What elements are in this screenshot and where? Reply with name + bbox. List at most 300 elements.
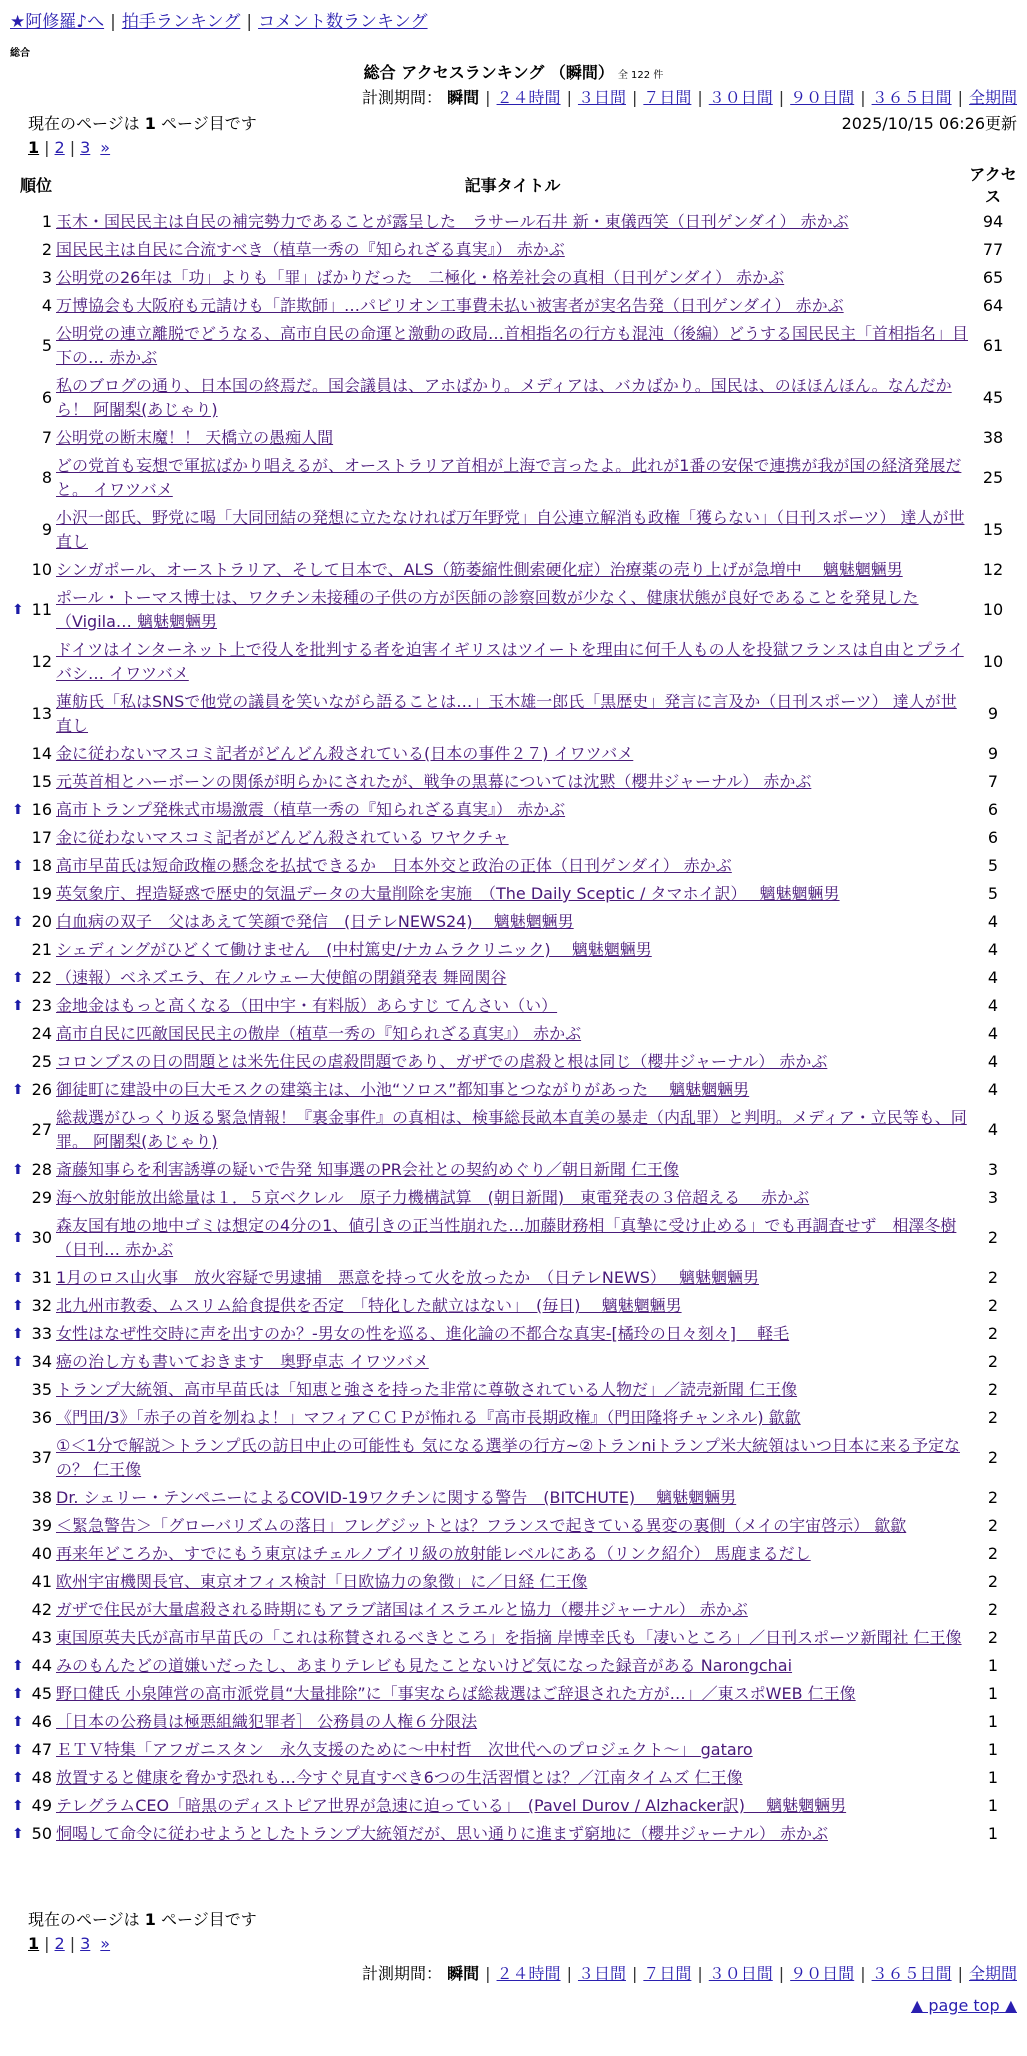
table-row xyxy=(16,236,1017,264)
table-row xyxy=(16,1820,1017,1848)
article-title-link[interactable]: シンガポール、オーストラリア、そして日本で、ALS（筋萎縮性側索硬化症）治療薬の売り上げが急増中 魑魅魍魎男 xyxy=(56,560,903,579)
rank-number: 8 xyxy=(41,468,52,487)
access-count: 3 xyxy=(987,1160,999,1179)
access-count: 38 xyxy=(982,428,1004,447)
rank-number: 32 xyxy=(31,1296,52,1315)
pager-link-3[interactable]: 3 xyxy=(80,1934,91,1953)
page-info-number: 1 xyxy=(144,1910,156,1929)
article-title-link[interactable]: トランプ大統領、高市早苗氏は「知恵と強さを持った非常に尊敬されている人物だ」／読売新聞 仁王像 xyxy=(56,1380,798,1399)
access-count: 4 xyxy=(987,1080,999,1099)
rank-number: 13 xyxy=(31,704,52,723)
rank-cell xyxy=(16,452,56,504)
pager-current: 1 xyxy=(28,1934,40,1953)
access-count: 2 xyxy=(987,1408,999,1427)
table-row xyxy=(16,1184,1017,1212)
access-count: 4 xyxy=(987,1052,999,1071)
title-cell xyxy=(56,1184,969,1212)
page-info-number: 1 xyxy=(144,114,156,133)
article-title-link[interactable]: 《門田/3》「赤子の首を刎ねよ！」マフィアＣＣＰが怖れる『高市長期政権』（門田隆将チャンネル) 歙歙 xyxy=(56,1408,801,1427)
rank-cell xyxy=(12,1264,56,1292)
rank-cell xyxy=(12,908,56,936)
rank-number: 23 xyxy=(31,996,52,1015)
page-info-bottom xyxy=(28,1908,257,1932)
rank-number: 9 xyxy=(41,520,52,539)
rank-cell xyxy=(12,1076,56,1104)
table-row xyxy=(16,556,1017,584)
title-cell xyxy=(56,740,969,768)
title-cell xyxy=(56,1736,969,1764)
period-link-7d[interactable]: ７日間 xyxy=(643,88,692,107)
access-count: 5 xyxy=(987,884,999,903)
table-row xyxy=(16,852,1017,880)
up-arrow-icon: ⬆ xyxy=(12,1742,24,1758)
title-cell xyxy=(56,584,969,636)
up-arrow-icon: ⬆ xyxy=(12,1082,24,1098)
up-arrow-icon: ⬆ xyxy=(12,914,24,930)
rank-cell xyxy=(12,1348,56,1376)
article-title-link[interactable]: （速報）ベネズエラ、在ノルウェー大使館の閉鎖発表 舞岡関谷 xyxy=(56,968,507,987)
period-link-all[interactable]: 全期間 xyxy=(968,1964,1017,1983)
article-title-link[interactable]: 玉木・国民民主は自民の補完勢力であることが露呈した ラサール石井 新・東儀西笑（日刊ゲンダイ） 赤かぶ xyxy=(56,212,849,231)
rank-cell xyxy=(16,1596,56,1624)
title-cell xyxy=(56,424,969,452)
title-cell xyxy=(56,768,969,796)
rank-cell xyxy=(16,504,56,556)
rank-number: 42 xyxy=(31,1600,52,1619)
table-row xyxy=(16,1212,1017,1264)
table-row xyxy=(16,1792,1017,1820)
up-arrow-icon: ⬆ xyxy=(12,1270,24,1286)
period-label: 計測期間： xyxy=(362,1964,443,1983)
title-cell xyxy=(56,1624,969,1652)
article-title-link[interactable]: 森友国有地の地中ゴミは想定の4分の1、値引きの正当性崩れた…加藤財務相「真摯に受け止める」でも再調査せず 相澤冬樹（日刊… 赤かぶ xyxy=(56,1216,957,1259)
table-row xyxy=(16,1432,1017,1484)
period-current: 瞬間 xyxy=(447,88,480,107)
pager-next[interactable]: » xyxy=(100,1934,111,1953)
table-row xyxy=(16,1156,1017,1184)
rank-cell xyxy=(16,1540,56,1568)
title-cell xyxy=(56,208,969,236)
title-cell xyxy=(56,1376,969,1404)
pager-bottom: 1 | 2 | 3 » xyxy=(28,1934,111,1953)
table-row xyxy=(16,452,1017,504)
article-title-link[interactable]: ガザで住民が大量虐殺される時期にもアラブ諸国はイスラエルと協力（櫻井ジャーナル） 赤かぶ xyxy=(56,1600,748,1619)
title-cell xyxy=(56,1156,969,1184)
access-count: 61 xyxy=(982,336,1004,355)
access-count: 2 xyxy=(987,1628,999,1647)
table-row xyxy=(16,992,1017,1020)
rank-cell xyxy=(16,1568,56,1596)
rank-number: 40 xyxy=(31,1544,52,1563)
article-title-link[interactable]: 再来年どころか、すでにもう東京はチェルノブイリ級の放射能レベルにある（リンク紹介） 馬鹿まるだし xyxy=(56,1544,811,1563)
rank-number: 37 xyxy=(31,1448,52,1467)
table-header-row xyxy=(16,164,1017,208)
article-title-link[interactable]: 欧州宇宙機関長官、東京オフィス検討「日欧協力の象徴」に／日経 仁王像 xyxy=(56,1572,588,1591)
title-cell xyxy=(56,1792,969,1820)
period-link-90d[interactable]: ９０日間 xyxy=(790,88,855,107)
table-row xyxy=(16,1512,1017,1540)
rank-number: 39 xyxy=(31,1516,52,1535)
article-title-link[interactable]: 海へ放射能放出総量は１．５京ベクレル 原子力機構試算 (朝日新聞) 東電発表の３倍超える 赤かぶ xyxy=(56,1188,810,1207)
title-cell xyxy=(56,1212,969,1264)
article-title-link[interactable]: 金に従わないマスコミ記者がどんどん殺されている(日本の事件２７) イワツバメ xyxy=(56,744,634,763)
rank-cell xyxy=(16,320,56,372)
article-title-link[interactable]: 北九州市教委、ムスリム給食提供を否定 「特化した献立はない」 (毎日) 魑魅魍魎男 xyxy=(56,1296,682,1315)
access-count: 1 xyxy=(987,1740,999,1759)
page-top-link[interactable]: ▲ page top ▲ xyxy=(910,1996,1017,2015)
table-row xyxy=(16,796,1017,824)
access-count: 10 xyxy=(982,652,1004,671)
rank-cell xyxy=(12,1764,56,1792)
table-row xyxy=(16,1540,1017,1568)
access-count: 5 xyxy=(987,856,999,875)
up-arrow-icon: ⬆ xyxy=(12,1326,24,1342)
article-title-link[interactable]: 金地金はもっと高くなる（田中宇・有料版）あらすじ てんさい（い） xyxy=(56,996,558,1015)
access-count: 1 xyxy=(987,1824,999,1843)
table-row xyxy=(16,424,1017,452)
header-title: 記事タイトル xyxy=(464,176,561,195)
access-count: 2 xyxy=(987,1488,999,1507)
pager-link-2[interactable]: 2 xyxy=(54,138,65,157)
table-row xyxy=(16,768,1017,796)
access-count: 4 xyxy=(987,968,999,987)
access-count: 3 xyxy=(987,1188,999,1207)
title-cell xyxy=(56,1048,969,1076)
up-arrow-icon: ⬆ xyxy=(12,970,24,986)
up-arrow-icon: ⬆ xyxy=(12,1798,24,1814)
title-cell xyxy=(56,1680,969,1708)
rank-number: 44 xyxy=(31,1656,52,1675)
period-link-24h[interactable]: ２４時間 xyxy=(496,1964,561,1983)
table-row xyxy=(16,1264,1017,1292)
article-title-link[interactable]: どの党首も妄想で軍拡ばかり唱えるが、オーストラリア首相が上海で言ったよ。此れが1番の安保で連携が我が国の経済発展だと。 イワツバメ xyxy=(56,456,962,499)
up-arrow-icon: ⬆ xyxy=(12,858,24,874)
article-title-link[interactable]: 元英首相とハーボーンの関係が明らかにされたが、戦争の黒幕については沈黙（櫻井ジャーナル） 赤かぶ xyxy=(56,772,812,791)
table-row xyxy=(16,1652,1017,1680)
title-cell xyxy=(56,1820,969,1848)
period-link-3d[interactable]: ３日間 xyxy=(577,1964,626,1983)
title-cell xyxy=(56,636,969,688)
rank-cell xyxy=(16,1624,56,1652)
table-row xyxy=(16,1404,1017,1432)
up-arrow-icon: ⬆ xyxy=(12,802,24,818)
article-title-link[interactable]: テレグラムCEO「暗黒のディストピア世界が急速に迫っている」 (Pavel Durov / Alzhacker訳) 魑魅魍魎男 xyxy=(56,1796,847,1815)
table-row xyxy=(16,1020,1017,1048)
article-title-link[interactable]: 高市早苗氏は短命政権の懸念を払拭できるか 日本外交と政治の正体（日刊ゲンダイ） 赤かぶ xyxy=(56,856,732,875)
rank-number: 26 xyxy=(31,1080,52,1099)
article-title-link[interactable]: みのもんたどの道嫌いだったし、あまりテレビも見たことないけど気になった録音がある Narongchai xyxy=(56,1656,793,1675)
table-row xyxy=(16,1736,1017,1764)
up-arrow-icon: ⬆ xyxy=(12,1826,24,1842)
pager-top: 1 | 2 | 3 » xyxy=(28,138,111,157)
page-info-prefix: 現在のページは xyxy=(28,114,140,133)
article-title-link[interactable]: 女性はなぜ性交時に声を出すのか？-男女の性を巡る、進化論の不都合な真実-[橘玲の日々刻々] 軽毛 xyxy=(56,1324,790,1343)
period-link-365d[interactable]: ３６５日間 xyxy=(871,1964,952,1983)
article-title-link[interactable]: 公明党の連立離脱でどうなる、高市自民の命運と激動の政局…首相指名の行方も混沌（後編）どうする国民民主「首相指名」目下の… 赤かぶ xyxy=(56,324,969,367)
rank-cell xyxy=(12,1212,56,1264)
access-count: 94 xyxy=(982,212,1004,231)
article-title-link[interactable]: 東国原英夫氏が高市早苗氏の「これは称賛されるべきところ」を指摘 岸博幸氏も「凄いところ」／日刊スポーツ新聞社 仁王像 xyxy=(56,1628,962,1647)
access-count: 1 xyxy=(987,1768,999,1787)
link-applause-ranking[interactable]: 拍手ランキング xyxy=(121,12,241,32)
rank-cell xyxy=(12,1792,56,1820)
title-cell xyxy=(56,992,969,1020)
rank-cell xyxy=(16,768,56,796)
article-title-link[interactable]: 小沢一郎氏、野党に喝「大同団結の発想に立たなければ万年野党」自公連立解消も政権「獲らない」（日刊スポーツ） 達人が世直し xyxy=(56,508,965,551)
table-row xyxy=(16,1596,1017,1624)
table-row xyxy=(16,1104,1017,1156)
table-row xyxy=(16,688,1017,740)
pager-link-3[interactable]: 3 xyxy=(80,138,91,157)
rank-number: 21 xyxy=(31,940,52,959)
rank-cell xyxy=(12,852,56,880)
article-title-link[interactable]: シェディングがひどくて働けません (中村篤史/ナカムラクリニック) 魑魅魍魎男 xyxy=(56,940,652,959)
table-row xyxy=(16,880,1017,908)
rank-number: 3 xyxy=(41,268,52,287)
rank-number: 33 xyxy=(31,1324,52,1343)
rank-number: 15 xyxy=(31,772,52,791)
article-title-link[interactable]: 斎藤知事らを利害誘導の疑いで告発 知事選のPR会社との契約めぐり／朝日新聞 仁王像 xyxy=(56,1160,679,1179)
table-row xyxy=(16,1568,1017,1596)
rank-cell xyxy=(16,1484,56,1512)
separator: | xyxy=(246,12,253,32)
article-title-link[interactable]: 公明党の断末魔！！ 天橋立の愚痴人間 xyxy=(56,428,334,447)
table-row xyxy=(16,372,1017,424)
period-link-365d[interactable]: ３６５日間 xyxy=(871,88,952,107)
access-count: 10 xyxy=(982,600,1004,619)
up-arrow-icon: ⬆ xyxy=(12,1162,24,1178)
article-title-link[interactable]: 御徒町に建設中の巨大モスクの建築主は、小池“ソロス”都知事とつながりがあった 魑魅魍魎男 xyxy=(56,1080,750,1099)
title-cell xyxy=(56,796,969,824)
rank-number: 45 xyxy=(31,1684,52,1703)
article-title-link[interactable]: 放置すると健康を脅かす恐れも…今すぐ見直すべき6つの生活習慣とは？／江南タイムズ 仁王像 xyxy=(56,1768,743,1787)
rank-number: 24 xyxy=(31,1024,52,1043)
link-comment-ranking[interactable]: コメント数ランキング xyxy=(258,12,428,32)
table-row xyxy=(16,504,1017,556)
rank-cell xyxy=(12,1320,56,1348)
table-row xyxy=(16,1680,1017,1708)
rank-cell xyxy=(16,424,56,452)
rank-number: 14 xyxy=(31,744,52,763)
article-title-link[interactable]: 金に従わないマスコミ記者がどんどん殺されている ワヤクチャ xyxy=(56,828,509,847)
period-link-7d[interactable]: ７日間 xyxy=(643,1964,692,1983)
table-row xyxy=(16,208,1017,236)
rank-number: 48 xyxy=(31,1768,52,1787)
article-title-link[interactable]: 公明党の26年は「功」よりも「罪」ばかりだった 二極化・格差社会の真相（日刊ゲンダイ） 赤かぶ xyxy=(56,268,785,287)
title-cell xyxy=(56,1708,969,1736)
link-ashura[interactable]: ★阿修羅♪へ xyxy=(10,12,105,32)
up-arrow-icon: ⬆ xyxy=(12,1658,24,1674)
period-link-24h[interactable]: ２４時間 xyxy=(496,88,561,107)
article-title-link[interactable]: ＥＴＶ特集「アフガニスタン 永久支援のために～中村哲 次世代へのプロジェクト～」 gataro xyxy=(56,1740,753,1759)
article-title-link[interactable]: 野口健氏 小泉陣営の高市派党員“大量排除”に「事実ならば総裁選はご辞退された方が…」／東スポWEB 仁王像 xyxy=(56,1684,856,1703)
rank-cell xyxy=(16,688,56,740)
access-count: 2 xyxy=(987,1448,999,1467)
access-count: 1 xyxy=(987,1656,999,1675)
access-count: 2 xyxy=(987,1380,999,1399)
article-title-link[interactable]: ポール・トーマス博士は、ワクチン未接種の子供の方が医師の診察回数が少なく、健康状態が良好であることを発見した（Vigila… 魑魅魍魎男 xyxy=(56,588,919,631)
access-count: 15 xyxy=(982,520,1004,539)
rank-number: 49 xyxy=(31,1796,52,1815)
article-title-link[interactable]: 恫喝して命令に従わせようとしたトランプ大統領だが、思い通りに進まず窮地に（櫻井ジャーナル） 赤かぶ xyxy=(56,1824,828,1843)
article-title-link[interactable]: 私のブログの通り、日本国の終焉だ。国会議員は、アホばかり。メディアは、バカばかり。国民は、のほほんほん。なんだから！ 阿闍梨(あじゃり) xyxy=(56,376,952,419)
title-cell xyxy=(56,452,969,504)
title-cell xyxy=(56,292,969,320)
rank-cell xyxy=(12,1156,56,1184)
article-title-link[interactable]: ＜緊急警告＞「グローバリズムの落日」フレグジットとは？フランスで起きている異変の裏側（メイの宇宙啓示） 歙歙 xyxy=(56,1516,907,1535)
table-row xyxy=(16,584,1017,636)
rank-cell xyxy=(16,292,56,320)
rank-cell xyxy=(16,1432,56,1484)
title-cell xyxy=(56,264,969,292)
article-title-link[interactable]: コロンブスの日の問題とは米先住民の虐殺問題であり、ガザでの虐殺と根は同じ（櫻井ジャーナル） 赤かぶ xyxy=(56,1052,828,1071)
title-cell xyxy=(56,1404,969,1432)
page-info-prefix: 現在のページは xyxy=(28,1910,140,1929)
pager-link-2[interactable]: 2 xyxy=(54,1934,65,1953)
rank-number: 29 xyxy=(31,1188,52,1207)
table-row xyxy=(16,936,1017,964)
access-count: 45 xyxy=(982,388,1004,407)
title-cell xyxy=(56,1652,969,1680)
access-count: 12 xyxy=(982,560,1004,579)
table-row xyxy=(16,320,1017,372)
rank-number: 7 xyxy=(41,428,52,447)
separator: | xyxy=(110,12,116,32)
up-arrow-icon: ⬆ xyxy=(12,1230,24,1246)
period-link-3d[interactable]: ３日間 xyxy=(577,88,626,107)
rank-number: 10 xyxy=(31,560,52,579)
rank-cell xyxy=(16,372,56,424)
pager-next[interactable]: » xyxy=(100,138,111,157)
article-title-link[interactable]: 国民民主は自民に合流すべき（植草一秀の『知られざる真実』） 赤かぶ xyxy=(56,240,565,259)
pager-current: 1 xyxy=(28,138,40,157)
rank-cell xyxy=(16,1404,56,1432)
rank-number: 36 xyxy=(31,1408,52,1427)
article-title-link[interactable]: 万博協会も大阪府も元請けも「詐欺師」…パビリオン工事費未払い被害者が実名告発（日刊ゲンダイ） 赤かぶ xyxy=(56,296,844,315)
article-title-link[interactable]: 蓮舫氏「私はSNSで他党の議員を笑いながら語ることは…」玉木雄一郎氏「黒歴史」発言に言及か（日刊スポーツ） 達人が世直し xyxy=(56,692,957,735)
table-row xyxy=(16,636,1017,688)
rank-number: 22 xyxy=(31,968,52,987)
table-row xyxy=(16,964,1017,992)
rank-cell xyxy=(16,880,56,908)
rank-number: 16 xyxy=(31,800,52,819)
table-row xyxy=(16,292,1017,320)
access-count: 2 xyxy=(987,1516,999,1535)
title-cell xyxy=(56,1292,969,1320)
rank-cell xyxy=(12,1820,56,1848)
page-info-suffix: ページ目です xyxy=(161,114,257,133)
title-cell xyxy=(56,1568,969,1596)
rank-number: 28 xyxy=(31,1160,52,1179)
table-row xyxy=(16,1292,1017,1320)
title-cell xyxy=(56,1484,969,1512)
article-title-link[interactable]: ［日本の公務員は極悪組織犯罪者］ 公務員の人権６分限法 xyxy=(56,1712,478,1731)
article-title-link[interactable]: 1月のロス山火事 放火容疑で男逮捕 悪意を持って火を放ったか （日テレNEWS） 魑魅魍魎男 xyxy=(56,1268,760,1287)
rank-number: 18 xyxy=(31,856,52,875)
rank-cell xyxy=(16,1020,56,1048)
access-count: 4 xyxy=(987,940,999,959)
article-title-link[interactable]: 高市トランプ発株式市場激震（植草一秀の『知られざる真実』） 赤かぶ xyxy=(56,800,566,819)
rank-cell xyxy=(16,1512,56,1540)
access-count: 4 xyxy=(987,1120,999,1139)
header-rank: 順位 xyxy=(19,176,52,195)
up-arrow-icon: ⬆ xyxy=(12,1686,24,1702)
access-count: 2 xyxy=(987,1572,999,1591)
period-selector-bottom: 計測期間： 瞬間 | ２４時間 | ３日間 | ７日間 | ３０日間 | ９０日間 | ３６５日間 | 全期間 xyxy=(362,1964,1017,1983)
title-cell xyxy=(56,1348,969,1376)
period-link-90d[interactable]: ９０日間 xyxy=(790,1964,855,1983)
period-selector-top: 計測期間： 瞬間 | ２４時間 | ３日間 | ７日間 | ３０日間 | ９０日間 | ３６５日間 | 全期間 xyxy=(362,88,1017,107)
rank-number: 38 xyxy=(31,1488,52,1507)
up-arrow-icon: ⬆ xyxy=(12,602,24,618)
header-count: アクセス xyxy=(969,165,1017,206)
top-links xyxy=(10,10,428,34)
article-title-link[interactable]: 癌の治し方も書いておきます 奥野卓志 イワツバメ xyxy=(56,1352,429,1371)
rank-cell xyxy=(16,740,56,768)
rank-cell xyxy=(16,236,56,264)
title-cell xyxy=(56,372,969,424)
access-count: 2 xyxy=(987,1228,999,1247)
access-count: 1 xyxy=(987,1684,999,1703)
table-row xyxy=(16,1708,1017,1736)
rank-number: 11 xyxy=(31,600,52,619)
page-title xyxy=(0,61,1027,88)
access-count: 65 xyxy=(982,268,1004,287)
article-title-link[interactable]: ①＜1分で解説＞トランプ氏の訪日中止の可能性も 気になる選挙の行方~②トランniトランプ米大統領はいつ日本に来る予定なの？ 仁王像 xyxy=(56,1436,960,1479)
article-title-link[interactable]: ドイツはインターネット上で役人を批判する者を迫害イギリスはツイートを理由に何千人もの人を投獄フランスは自由とプライバシ… イワツバメ xyxy=(56,640,964,683)
article-title-link[interactable]: 白血病の双子 父はあえて笑顔で発信 (日テレNEWS24) 魑魅魍魎男 xyxy=(56,912,574,931)
article-title-link[interactable]: 総裁選がひっくり返る緊急情報！『裏金事件』の真相は、検事総長畝本直美の暴走（内乱罪）と判明。メディア・立民等も、同罪。 阿闍梨(あじゃり) xyxy=(56,1108,967,1151)
title-cell xyxy=(56,1596,969,1624)
updated-timestamp: 2025/10/15 06:26更新 xyxy=(841,114,1017,133)
rank-cell xyxy=(16,556,56,584)
article-title-link[interactable]: 高市自民に匹敵国民民主の傲岸（植草一秀の『知られざる真実』） 赤かぶ xyxy=(56,1024,582,1043)
rank-cell xyxy=(16,1104,56,1156)
rank-cell xyxy=(12,796,56,824)
up-arrow-icon: ⬆ xyxy=(12,1298,24,1314)
title-cell xyxy=(56,964,969,992)
rank-cell xyxy=(16,936,56,964)
rank-number: 2 xyxy=(41,240,52,259)
access-count: 4 xyxy=(987,996,999,1015)
access-count: 6 xyxy=(987,800,999,819)
period-link-30d[interactable]: ３０日間 xyxy=(708,88,773,107)
table-row xyxy=(16,1348,1017,1376)
up-arrow-icon: ⬆ xyxy=(12,1770,24,1786)
rank-number: 34 xyxy=(31,1352,52,1371)
rank-cell xyxy=(16,1048,56,1076)
rank-cell xyxy=(12,964,56,992)
rank-number: 4 xyxy=(41,296,52,315)
table-row xyxy=(16,1624,1017,1652)
access-count: 9 xyxy=(987,704,999,723)
access-count: 64 xyxy=(982,296,1004,315)
title-cell xyxy=(56,852,969,880)
article-title-link[interactable]: Dr. シェリー・テンペニーによるCOVID-19ワクチンに関する警告 (BITCHUTE) 魑魅魍魎男 xyxy=(56,1488,737,1507)
rank-cell xyxy=(12,584,56,636)
article-title-link[interactable]: 英気象庁、捏造疑惑で歴史的気温データの大量削除を実施 （The Daily Sceptic / タマホイ訳） 魑魅魍魎男 xyxy=(56,884,840,903)
period-link-all[interactable]: 全期間 xyxy=(968,88,1017,107)
period-link-30d[interactable]: ３０日間 xyxy=(708,1964,773,1983)
title-cell xyxy=(56,1076,969,1104)
rank-number: 6 xyxy=(41,388,52,407)
access-count: 2 xyxy=(987,1324,999,1343)
rank-number: 30 xyxy=(31,1228,52,1247)
title-cell xyxy=(56,236,969,264)
table-row xyxy=(16,1048,1017,1076)
rank-number: 27 xyxy=(31,1120,52,1139)
access-count: 1 xyxy=(987,1712,999,1731)
